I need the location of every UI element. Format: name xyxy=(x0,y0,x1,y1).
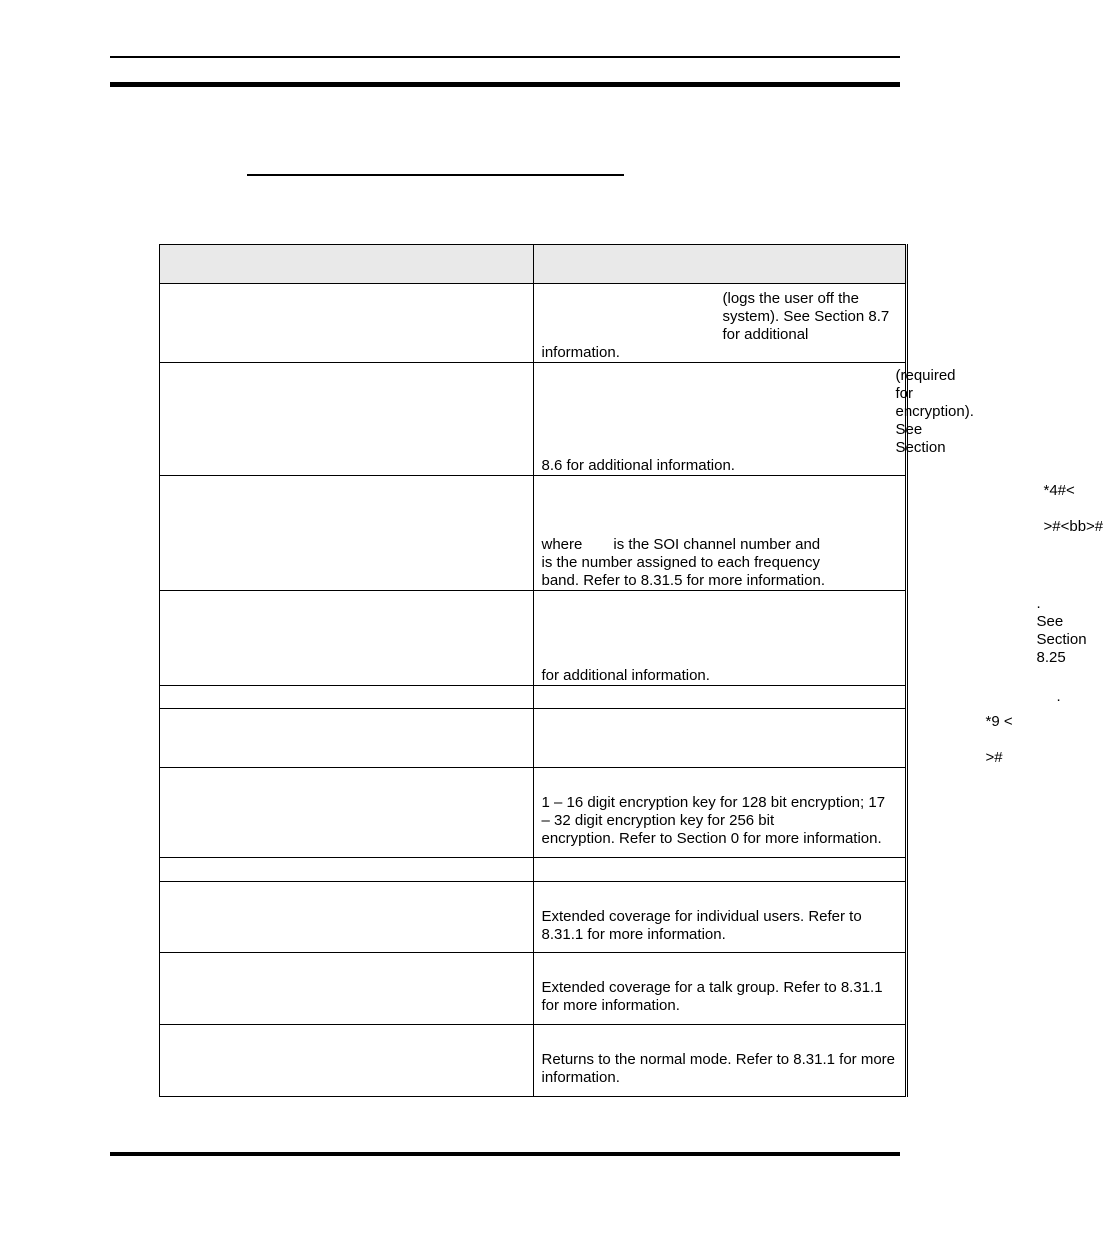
table-row xyxy=(160,953,907,1025)
description-text: Extended coverage for individual users. Refer to 8.31.1 for more information. xyxy=(541,908,862,943)
description-cell xyxy=(533,953,907,1025)
command-cell xyxy=(160,768,534,858)
command-cell xyxy=(160,591,534,686)
description-text: 8.6 for additional information. xyxy=(541,457,735,474)
description-cell xyxy=(533,709,1013,768)
description-text: . See Section 8.25 xyxy=(1036,595,1087,666)
table-row xyxy=(160,284,907,363)
section-title-underline xyxy=(247,174,624,176)
description-cell xyxy=(533,1025,907,1097)
description-text: band. Refer to 8.31.5 for more information. xyxy=(541,572,825,589)
description-cell xyxy=(533,768,907,858)
description-text: ># xyxy=(985,749,1003,766)
description-cell xyxy=(533,591,1087,686)
table-row xyxy=(160,882,907,953)
description-text: (required for encryption). See Section xyxy=(895,367,974,456)
command-table xyxy=(159,244,1104,1097)
header-cell-description xyxy=(533,245,907,284)
footer-rule xyxy=(110,1152,900,1156)
description-cell xyxy=(533,363,974,476)
command-cell xyxy=(160,858,534,882)
header-rule-thin xyxy=(110,56,900,58)
description-text: information. xyxy=(541,344,620,361)
description-text: where xyxy=(541,536,583,553)
description-text: (logs the user off the system). See Section 8.7 for additional xyxy=(722,290,890,343)
table-row xyxy=(160,476,907,591)
description-text: encryption. Refer to Section 0 for more information. xyxy=(541,830,882,847)
description-text: . xyxy=(1056,688,1061,705)
description-text: is the SOI channel number and xyxy=(613,536,821,553)
description-cell xyxy=(533,686,1061,709)
table-row xyxy=(160,709,907,768)
command-cell xyxy=(160,363,534,476)
description-cell xyxy=(533,476,1104,591)
command-cell xyxy=(160,1025,534,1097)
command-cell xyxy=(160,709,534,768)
table-row xyxy=(160,858,907,882)
header-cell-command xyxy=(160,245,534,284)
header-rule-thick xyxy=(110,82,900,87)
description-text: Extended coverage for a talk group. Refer to 8.31.1 for more information. xyxy=(541,979,883,1014)
description-text: *4#< xyxy=(1043,482,1075,499)
description-cell xyxy=(533,882,907,953)
command-cell xyxy=(160,284,534,363)
table-row xyxy=(160,591,907,686)
description-text: for additional information. xyxy=(541,667,710,684)
table-row xyxy=(160,363,907,476)
description-text: >#<bb># xyxy=(1043,518,1104,535)
description-text: Returns to the normal mode. Refer to 8.31.1 for more information. xyxy=(541,1051,896,1086)
table-row xyxy=(160,768,907,858)
description-text: is the number assigned to each frequency xyxy=(541,554,821,571)
table-row xyxy=(160,1025,907,1097)
table-header-row xyxy=(160,245,907,284)
description-text: *9 < xyxy=(985,713,1013,730)
command-cell xyxy=(160,476,534,591)
description-cell xyxy=(533,858,907,882)
command-cell xyxy=(160,686,534,709)
table-row xyxy=(160,686,907,709)
command-cell xyxy=(160,882,534,953)
command-cell xyxy=(160,953,534,1025)
description-text: 1 – 16 digit encryption key for 128 bit encryption; 17 – 32 digit encryption key for 256 bit xyxy=(541,794,886,829)
description-cell xyxy=(533,284,907,363)
